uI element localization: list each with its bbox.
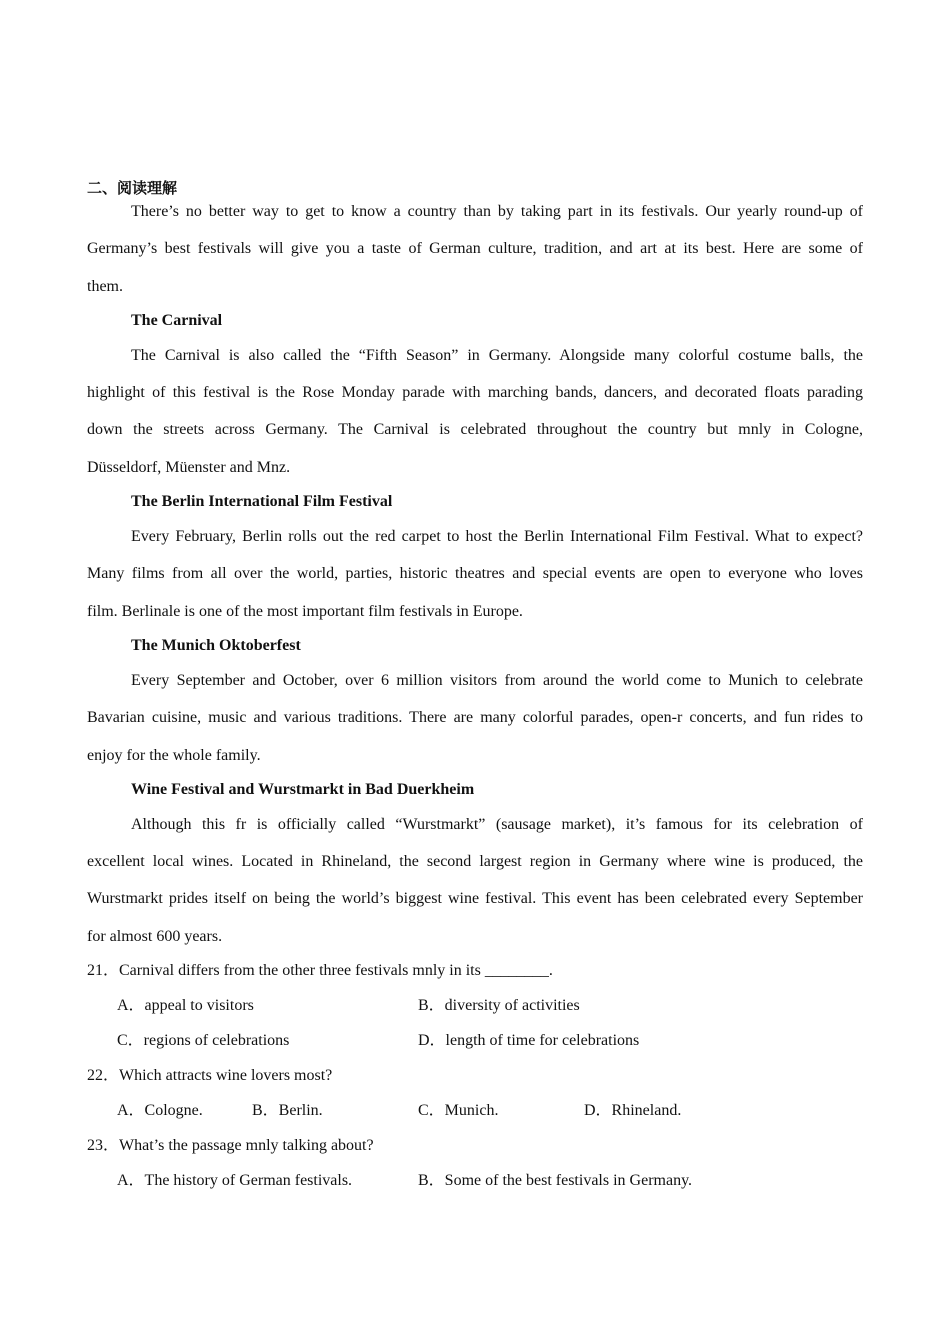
question-stem: 21．Carnival differs from the other three festivals mnly in its ________.: [87, 962, 553, 979]
answer-option[interactable]: C．regions of celebrations: [117, 1032, 290, 1049]
festival-heading: The Munich Oktoberfest: [131, 637, 301, 654]
festival-line: Many films from all over the world, parties, historic theatres and special events are open to everyone who loves: [87, 565, 863, 582]
festival-line: excellent local wines. Located in Rhineland, the second largest region in Germany where wine is produced, the: [87, 853, 863, 870]
answer-option[interactable]: D．Rhineland.: [584, 1102, 682, 1119]
festival-line: Düsseldorf, Müenster and Mnz.: [87, 459, 291, 476]
festival-line: Wurstmarkt prides itself on being the world’s biggest wine festival. This event has been celebrated every September: [87, 890, 863, 907]
festival-heading: The Berlin International Film Festival: [131, 493, 393, 510]
festival-line: for almost 600 years.: [87, 928, 223, 945]
festival-line: Although this fr is officially called “Wurstmarkt” (sausage market), it’s famous for its celebration of: [131, 816, 863, 833]
festival-heading: Wine Festival and Wurstmarkt in Bad Duerkheim: [131, 781, 475, 798]
intro-line: Germany’s best festivals will give you a taste of German culture, tradition, and art at its best. Here are some of: [87, 240, 863, 257]
answer-option[interactable]: B．Some of the best festivals in Germany.: [418, 1172, 693, 1189]
answer-option[interactable]: D．length of time for celebrations: [418, 1032, 640, 1049]
answer-option[interactable]: C．Munich.: [418, 1102, 499, 1119]
festival-line: Bavarian cuisine, music and various traditions. There are many colorful parades, open-r concerts, and fun rides to: [87, 709, 863, 726]
answer-option[interactable]: B．diversity of activities: [418, 997, 580, 1014]
answer-option[interactable]: A．The history of German festivals.: [117, 1172, 353, 1189]
festival-line: The Carnival is also called the “Fifth Season” in Germany. Alongside many colorful costume balls, the: [131, 347, 863, 364]
question-stem: 23．What’s the passage mnly talking about?: [87, 1137, 374, 1154]
festival-line: enjoy for the whole family.: [87, 747, 261, 764]
answer-option[interactable]: B．Berlin.: [252, 1102, 323, 1119]
section-title: 二、阅读理解: [87, 179, 178, 197]
question-stem: 22．Which attracts wine lovers most?: [87, 1067, 333, 1084]
festival-line: down the streets across Germany. The Carnival is celebrated throughout the country but mnly in Cologne,: [87, 421, 863, 438]
festival-line: film. Berlinale is one of the most important film festivals in Europe.: [87, 603, 523, 620]
answer-option[interactable]: A．Cologne.: [117, 1102, 203, 1119]
festival-heading: The Carnival: [131, 312, 223, 329]
intro-line: There’s no better way to get to know a country than by taking part in its festivals. Our yearly round-up of: [131, 203, 863, 220]
festival-line: Every September and October, over 6 million visitors from around the world come to Munich to celebrate: [131, 672, 863, 689]
answer-option[interactable]: A．appeal to visitors: [117, 997, 254, 1014]
festival-line: highlight of this festival is the Rose Monday parade with marching bands, dancers, and decorated floats parading: [87, 384, 863, 401]
festival-line: Every February, Berlin rolls out the red carpet to host the Berlin International Film Festival. What to expect?: [131, 528, 863, 545]
intro-line: them.: [87, 278, 123, 295]
